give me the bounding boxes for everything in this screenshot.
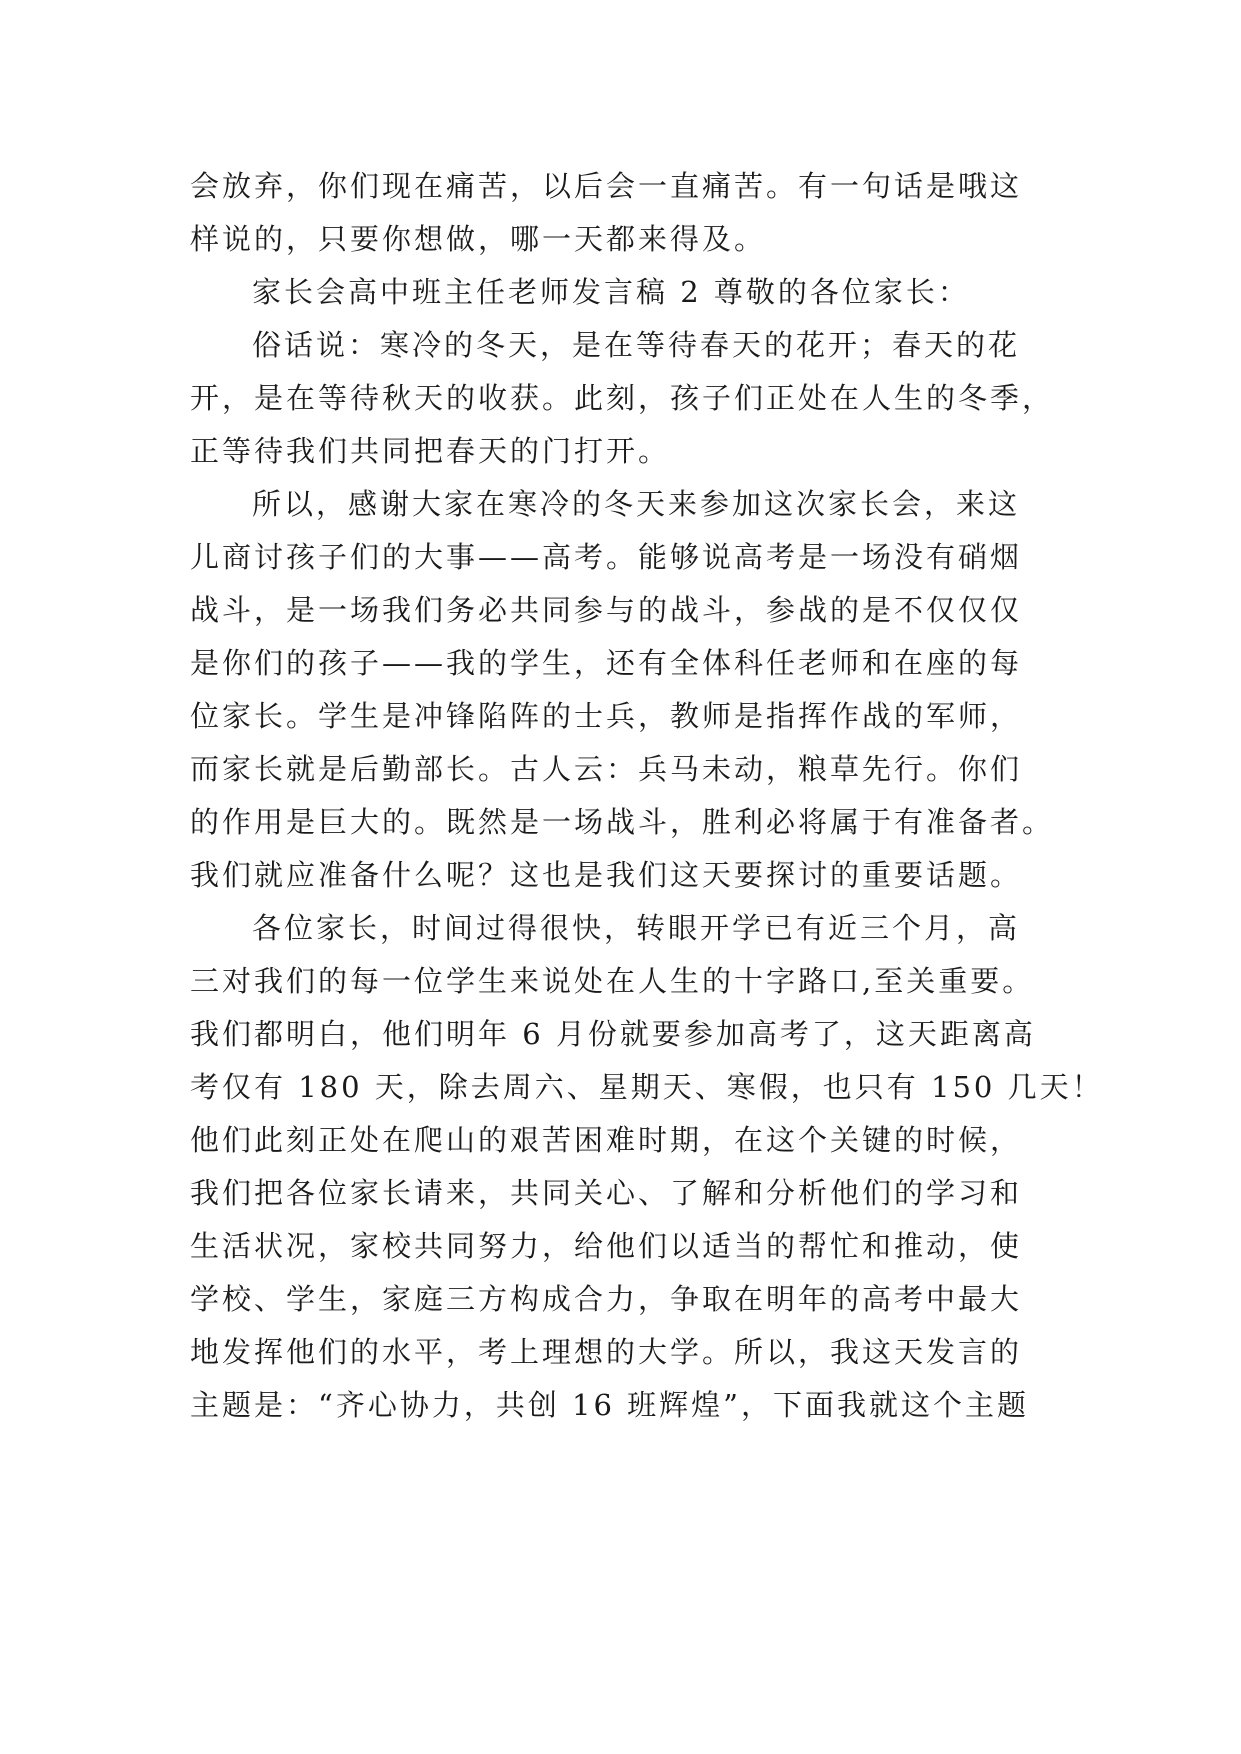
section-heading: 家长会高中班主任老师发言稿 2 尊敬的各位家长： xyxy=(252,275,970,309)
text-line-15: 各位家长，时间过得很快，转眼开学已有近三个月，高 xyxy=(252,911,1021,945)
text-line-10: 是你们的孩子——我的学生，还有全体科任老师和在座的每 xyxy=(190,646,1023,680)
text-line-2: 样说的，只要你想做，哪一天都来得及。 xyxy=(190,222,767,256)
text-line-6: 正等待我们共同把春天的门打开。 xyxy=(190,434,671,468)
text-line-17: 我们都明白，他们明年 6 月份就要参加高考了，这天距离高 xyxy=(190,1017,1036,1051)
text-line-5: 开，是在等待秋天的收获。此刻，孩子们正处在人生的冬季， xyxy=(190,381,1055,415)
text-line-22: 学校、学生，家庭三方构成合力，争取在明年的高考中最大 xyxy=(190,1282,1023,1316)
text-line-23: 地发挥他们的水平，考上理想的大学。所以，我这天发言的 xyxy=(190,1335,1023,1369)
text-line-7: 所以，感谢大家在寒冷的冬天来参加这次家长会，来这 xyxy=(252,487,1021,521)
text-line-4: 俗话说：寒冷的冬天，是在等待春天的花开；春天的花 xyxy=(252,328,1021,362)
text-line-20: 我们把各位家长请来，共同关心、了解和分析他们的学习和 xyxy=(190,1176,1023,1210)
text-line-24: 主题是：“齐心协力，共创 16 班辉煌”，下面我就这个主题 xyxy=(190,1388,1029,1422)
text-line-8: 儿商讨孩子们的大事——高考。能够说高考是一场没有硝烟 xyxy=(190,540,1023,574)
text-line-14: 我们就应准备什么呢？这也是我们这天要探讨的重要话题。 xyxy=(190,858,1023,892)
text-line-19: 他们此刻正处在爬山的艰苦困难时期，在这个关键的时候， xyxy=(190,1123,1023,1157)
text-line-13: 的作用是巨大的。既然是一场战斗，胜利必将属于有准备者。 xyxy=(190,805,1055,839)
body-text xyxy=(190,160,1104,1432)
text-line-21: 生活状况，家校共同努力，给他们以适当的帮忙和推动，使 xyxy=(190,1229,1023,1263)
text-line-1: 会放弃，你们现在痛苦，以后会一直痛苦。有一句话是哦这 xyxy=(190,169,1023,203)
text-line-18: 考仅有 180 天，除去周六、星期天、寒假，也只有 150 几天！ xyxy=(190,1070,1104,1104)
text-line-11: 位家长。学生是冲锋陷阵的士兵，教师是指挥作战的军师， xyxy=(190,699,1023,733)
text-line-9: 战斗，是一场我们务必共同参与的战斗，参战的是不仅仅仅 xyxy=(190,593,1023,627)
text-line-12: 而家长就是后勤部长。古人云：兵马未动，粮草先行。你们 xyxy=(190,752,1023,786)
text-line-16: 三对我们的每一位学生来说处在人生的十字路口,至关重要。 xyxy=(190,964,1035,998)
